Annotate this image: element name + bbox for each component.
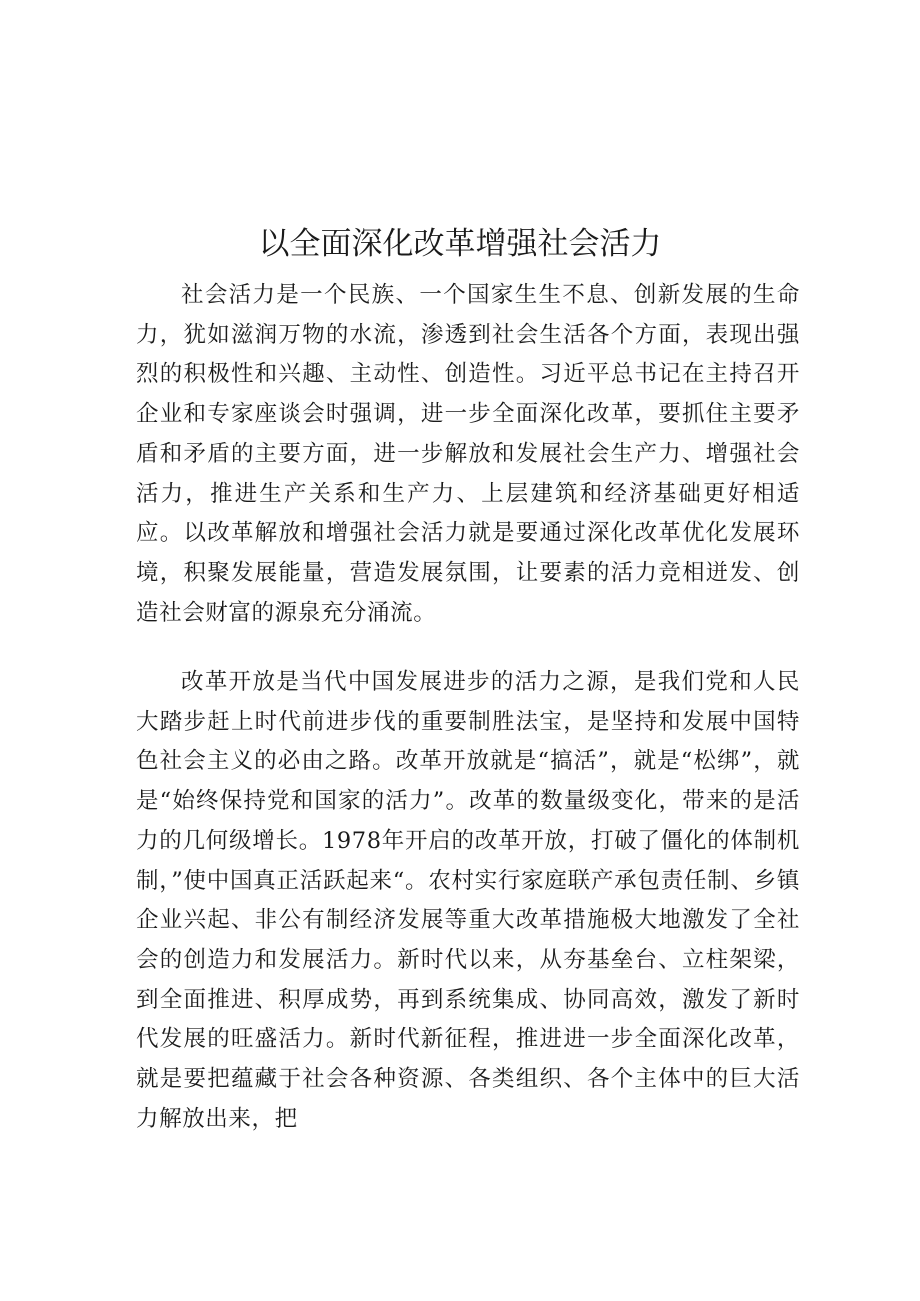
document-title: 以全面深化改革增强社会活力 (258, 226, 662, 262)
paragraph-1: 社会活力是一个民族、一个国家生生不息、创新发展的生命力，犹如滋润万物的水流，渗透到社会生活各个方面，表现出强烈的积极性和兴趣、主动性、创造性。习近平总书记在主持召开企业和专家座谈会时强调，进一步全面深化改革，要抓住主要矛盾和矛盾的主要方面，进一步解放和发展社会生产力、增强社会活力，推进生产关系和生产力、上层建筑和经济基础更好相适应。以改革解放和增强社会活力就是要通过深化改革优化发展环境，积聚发展能量，营造发展氛围，让要素的活力竞相迸发、创造社会财富的源泉充分涌流。 (136, 282, 800, 626)
paragraph-2: 改革开放是当代中国发展进步的活力之源，是我们党和人民大踏步赶上时代前进步伐的重要制胜法宝，是坚持和发展中国特色社会主义的必由之路。改革开放就是“搞活”，就是“松绑”，就是“始终保持党和国家的活力”。改革的数量级变化，带来的是活力的几何级增长。1978年开启的改革开放，打破了僵化的体制机制，”使中国真正活跃起来“。农村实行家庭联产承包责任制、乡镇企业兴起、非公有制经济发展等重大改革措施极大地激发了全社会的创造力和发展活力。新时代以来，从夯基垒台、立柱架梁，到全面推进、积厚成势，再到系统集成、协同高效，激发了新时代发展的旺盛活力。新时代新征程，推进进一步全面深化改革，就是要把蕴藏于社会各种资源、各类组织、各个主体中的巨大活力解放出来，把 (136, 669, 800, 1132)
